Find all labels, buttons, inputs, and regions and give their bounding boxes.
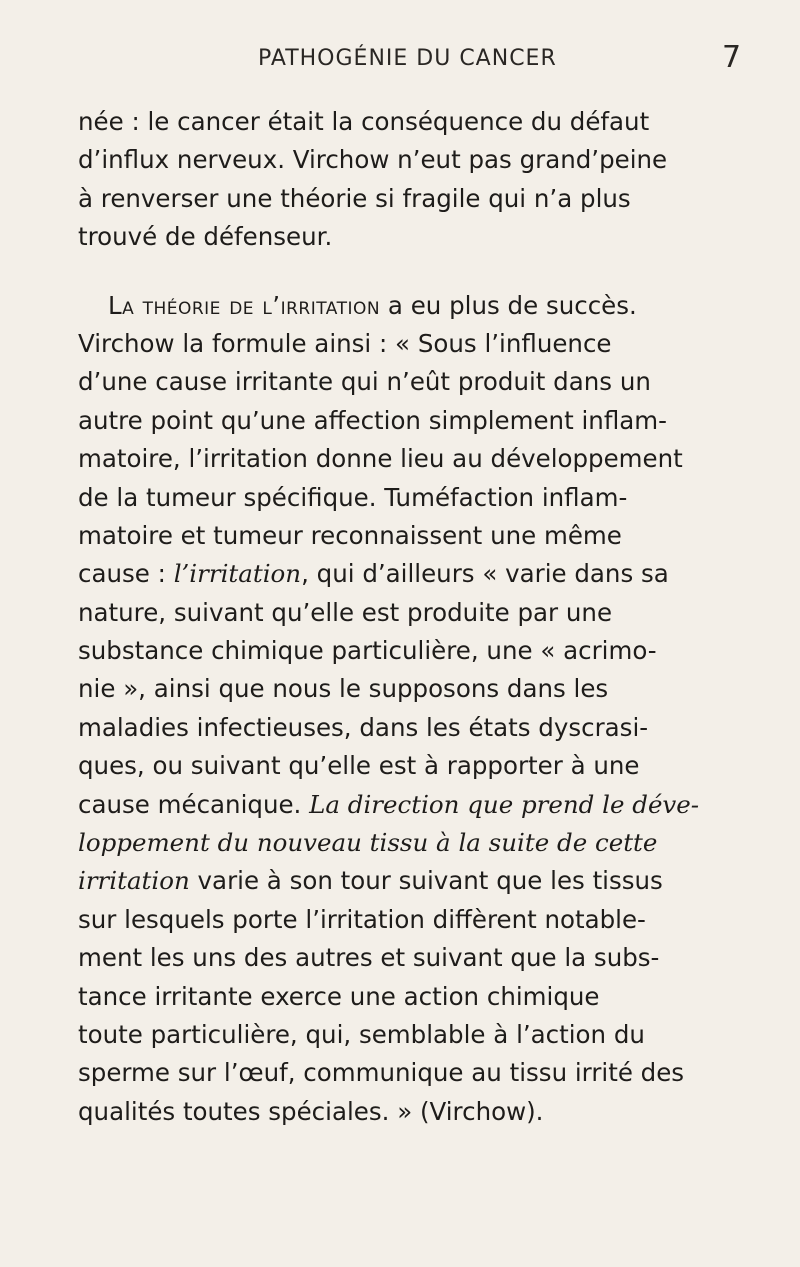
text-line: d’influx nerveux. Virchow n’eut pas grand’peine — [78, 145, 668, 175]
text-line: d’une cause irritante qui n’eût produit dans un — [78, 367, 651, 397]
emphasis: irritation — [78, 866, 190, 896]
text-line: sperme sur l’œuf, communique au tissu irrité des — [78, 1058, 685, 1088]
text-line: irritation varie à son tour suivant que les tissus — [78, 862, 748, 900]
paragraph-1 — [78, 103, 748, 257]
text-line: à renverser une théorie si fragile qui n’a plus — [78, 183, 631, 213]
paragraph-2 — [78, 287, 748, 1132]
section-lead: La théorie de l’irritation — [108, 290, 381, 320]
text-line: cause : l’irritation , qui d’ailleurs « varie dans sa — [78, 555, 748, 593]
text-line: de la tumeur spécifique. Tuméfaction inflam- — [78, 482, 628, 512]
text-line: autre point qu’une affection simplement inflam- — [78, 405, 667, 435]
running-header — [0, 38, 800, 78]
text-line: ment les uns des autres et suivant que la subs- — [78, 943, 660, 973]
body-text — [78, 103, 748, 1131]
text-line: cause mécanique. La direction que prend le déve- — [78, 786, 748, 824]
text-line: toute particulière, qui, semblable à l’action du — [78, 1019, 645, 1049]
emphasis: loppement du nouveau tissu à la suite de cette — [78, 828, 658, 858]
text-line: née : le cancer était la conséquence du défaut — [78, 107, 650, 136]
text-line: matoire, l’irritation donne lieu au développement — [78, 444, 683, 474]
text-line: ques, ou suivant qu’elle est à rapporter à une — [78, 751, 640, 781]
text-line: trouvé de défenseur. — [78, 222, 333, 252]
text-line: sur lesquels porte l’irritation diffèrent notable- — [78, 904, 646, 934]
text-line: Virchow la formule ainsi : « Sous l’influence — [78, 328, 612, 358]
text-line: maladies infectieuses, dans les états dyscrasi- — [78, 712, 649, 742]
text-line: matoire et tumeur reconnaissent une même — [78, 520, 622, 550]
text-line: tance irritante exerce une action chimique — [78, 981, 600, 1011]
text-line: qualités toutes spéciales. » (Virchow). — [78, 1096, 544, 1126]
page-number: 7 — [722, 40, 742, 75]
running-title: PATHOGÉNIE DU CANCER — [258, 46, 557, 71]
emphasis: La direction que prend le déve- — [309, 789, 700, 819]
text-line — [78, 824, 748, 862]
text-line: nie », ainsi que nous le supposons dans les — [78, 674, 609, 704]
text-line: La théorie de l’irritation a eu plus de succès. — [78, 287, 748, 325]
text-line: substance chimique particulière, une « acrimo- — [78, 636, 657, 666]
emphasis: l’irritation — [173, 559, 302, 589]
text-line: nature, suivant qu’elle est produite par une — [78, 597, 613, 627]
